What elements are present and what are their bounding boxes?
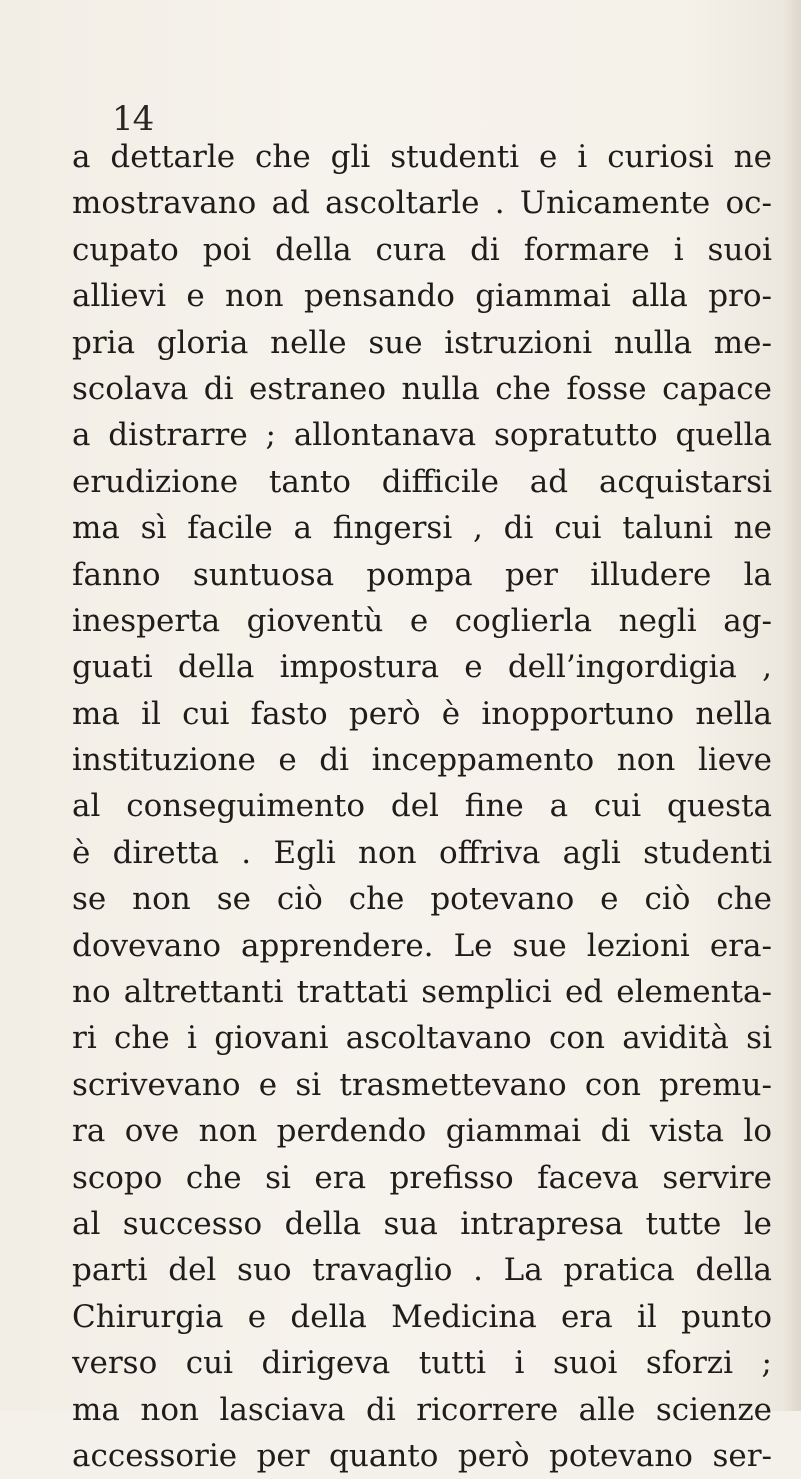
text-line: accessorie per quanto però potevano ser- [72,1437,772,1474]
text-line: verso cui dirigeva tutti i suoi sforzi ; [72,1345,772,1382]
text-line: no altrettanti trattati semplici ed elementa- [72,974,772,1011]
text-line: scrivevano e si trasmettevano con premu- [72,1066,772,1103]
page-edge-shadow [783,0,801,1411]
text-line: Chirurgia e della Medicina era il punto [72,1298,772,1335]
text-line: mostravano ad ascoltarle . Unicamente oc- [72,185,772,222]
text-line: è diretta . Egli non offriva agli studenti [72,834,772,871]
text-line: a dettarle che gli studenti e i curiosi ne [72,139,772,175]
text-line: se non se ciò che potevano e ciò che [72,881,772,918]
body-text [72,134,772,1479]
text-line: al successo della sua intrapresa tutte le [72,1205,772,1242]
text-line: scopo che si era prefisso faceva servire [72,1159,772,1196]
text-line: dovevano apprendere. Le sue lezioni era- [72,927,772,964]
text-line: allievi e non pensando giammai alla pro- [72,278,772,315]
text-line: ra ove non perdendo giammai di vista lo [72,1113,772,1150]
text-line: ma non lasciava di ricorrere alle scienze [72,1391,772,1428]
text-line: fanno suntuosa pompa per illudere la [72,556,772,593]
page-number: 14 [112,99,154,139]
text-line: cupato poi della cura di formare i suoi [72,231,772,268]
text-line: ma sì facile a fingersi , di cui taluni ne [72,510,772,547]
text-line: erudizione tanto difficile ad acquistarsi [72,463,772,500]
text-line: pria gloria nelle sue istruzioni nulla me- [72,324,772,361]
text-line: guati della impostura e dell’ingordigia , [72,649,772,686]
text-line: a distrarre ; allontanava sopratutto quella [72,417,772,454]
text-line: ma il cui fasto però è inopportuno nella [72,695,772,732]
text-line: inesperta gioventù e coglierla negli ag- [72,602,772,639]
text-line: instituzione e di inceppamento non lieve [72,742,772,779]
text-line: al conseguimento del fine a cui questa [72,788,772,825]
text-line: ri che i giovani ascoltavano con avidità si [72,1020,772,1057]
text-line: parti del suo travaglio . La pratica della [72,1252,772,1289]
text-line: scolava di estraneo nulla che fosse capace [72,370,772,407]
